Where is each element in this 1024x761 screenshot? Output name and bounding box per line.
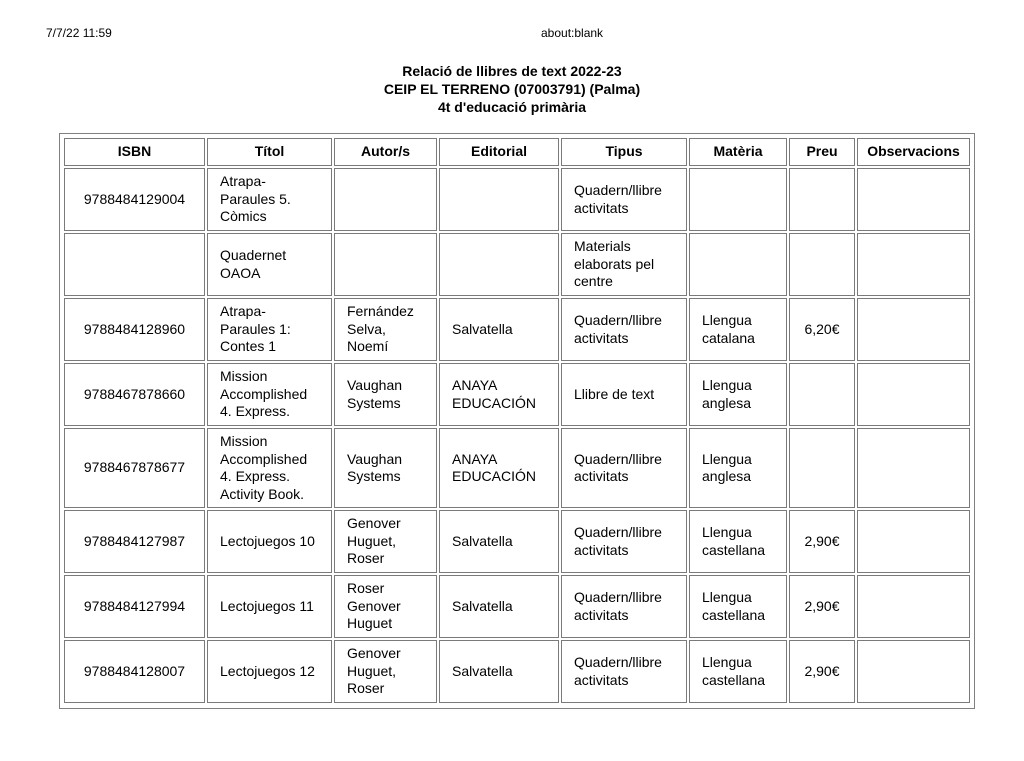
cell-editorial: [439, 233, 559, 296]
cell-observacions: [857, 168, 970, 231]
cell-tipus: Quadern/llibre activitats: [561, 168, 687, 231]
cell-observacions: [857, 233, 970, 296]
cell-titol: Mission Accomplished 4. Express.: [207, 363, 332, 426]
cell-observacions: [857, 298, 970, 361]
cell-isbn: [64, 233, 205, 296]
print-date: 7/7/22 11:59: [46, 26, 112, 40]
title-line-2: CEIP EL TERRENO (07003791) (Palma): [383, 81, 641, 97]
table-row: [64, 510, 970, 573]
cell-observacions: [857, 640, 970, 703]
cell-observacions: [857, 575, 970, 638]
table-row: [64, 298, 970, 361]
cell-tipus: Materials elaborats pel centre: [561, 233, 687, 296]
header-observacions: Observacions: [857, 138, 970, 166]
cell-tipus: Quadern/llibre activitats: [561, 510, 687, 573]
cell-autor: [334, 168, 437, 231]
cell-tipus: Quadern/llibre activitats: [561, 575, 687, 638]
cell-titol: Quadernet OAOA: [207, 233, 332, 296]
cell-tipus: Quadern/llibre activitats: [561, 640, 687, 703]
table-row: [64, 640, 970, 703]
cell-materia: [689, 168, 787, 231]
cell-editorial: Salvatella: [439, 575, 559, 638]
cell-titol: Atrapa-Paraules 1: Contes 1: [207, 298, 332, 361]
cell-preu: [789, 428, 855, 508]
cell-titol: Mission Accomplished 4. Express. Activity Book.: [207, 428, 332, 508]
cell-observacions: [857, 510, 970, 573]
cell-titol: Lectojuegos 10: [207, 510, 332, 573]
cell-isbn: 9788484127987: [64, 510, 205, 573]
title-line-3: 4t d'educació primària: [437, 99, 587, 115]
header-isbn: ISBN: [64, 138, 205, 166]
cell-titol: Atrapa-Paraules 5. Còmics: [207, 168, 332, 231]
print-url: about:blank: [541, 26, 604, 40]
header-editorial: Editorial: [439, 138, 559, 166]
cell-preu: [789, 233, 855, 296]
header-preu: Preu: [789, 138, 855, 166]
cell-preu: 6,20€: [789, 298, 855, 361]
table-header-row: [64, 138, 970, 166]
cell-materia: [689, 233, 787, 296]
cell-isbn: 9788484128960: [64, 298, 205, 361]
header-materia: Matèria: [689, 138, 787, 166]
document-title: [0, 62, 1024, 116]
cell-preu: 2,90€: [789, 640, 855, 703]
cell-tipus: Quadern/llibre activitats: [561, 298, 687, 361]
cell-observacions: [857, 363, 970, 426]
header-autor: Autor/s: [334, 138, 437, 166]
cell-titol: Lectojuegos 12: [207, 640, 332, 703]
cell-titol: Lectojuegos 11: [207, 575, 332, 638]
cell-materia: Llengua catalana: [689, 298, 787, 361]
books-table-frame: [59, 133, 975, 709]
cell-autor: Fernández Selva, Noemí: [334, 298, 437, 361]
cell-autor: Vaughan Systems: [334, 428, 437, 508]
cell-tipus: Llibre de text: [561, 363, 687, 426]
cell-editorial: ANAYA EDUCACIÓN: [439, 363, 559, 426]
cell-isbn: 9788484127994: [64, 575, 205, 638]
table-row: [64, 428, 970, 508]
table-row: [64, 363, 970, 426]
header-titol: Títol: [207, 138, 332, 166]
cell-isbn: 9788484129004: [64, 168, 205, 231]
cell-autor: Genover Huguet, Roser: [334, 510, 437, 573]
cell-preu: 2,90€: [789, 510, 855, 573]
cell-autor: [334, 233, 437, 296]
cell-preu: [789, 168, 855, 231]
cell-editorial: [439, 168, 559, 231]
cell-tipus: Quadern/llibre activitats: [561, 428, 687, 508]
cell-autor: Genover Huguet, Roser: [334, 640, 437, 703]
header-tipus: Tipus: [561, 138, 687, 166]
cell-materia: Llengua castellana: [689, 640, 787, 703]
title-line-1: Relació de llibres de text 2022-23: [402, 63, 622, 79]
cell-editorial: Salvatella: [439, 298, 559, 361]
books-table: [62, 136, 972, 705]
cell-autor: Roser Genover Huguet: [334, 575, 437, 638]
print-header: [0, 26, 1024, 42]
table-row: [64, 575, 970, 638]
cell-materia: Llengua anglesa: [689, 363, 787, 426]
cell-materia: Llengua anglesa: [689, 428, 787, 508]
cell-editorial: ANAYA EDUCACIÓN: [439, 428, 559, 508]
cell-materia: Llengua castellana: [689, 510, 787, 573]
table-row: [64, 168, 970, 231]
cell-isbn: 9788484128007: [64, 640, 205, 703]
cell-autor: Vaughan Systems: [334, 363, 437, 426]
cell-materia: Llengua castellana: [689, 575, 787, 638]
cell-preu: [789, 363, 855, 426]
cell-preu: 2,90€: [789, 575, 855, 638]
cell-editorial: Salvatella: [439, 640, 559, 703]
cell-isbn: 9788467878660: [64, 363, 205, 426]
table-row: [64, 233, 970, 296]
cell-isbn: 9788467878677: [64, 428, 205, 508]
cell-editorial: Salvatella: [439, 510, 559, 573]
cell-observacions: [857, 428, 970, 508]
